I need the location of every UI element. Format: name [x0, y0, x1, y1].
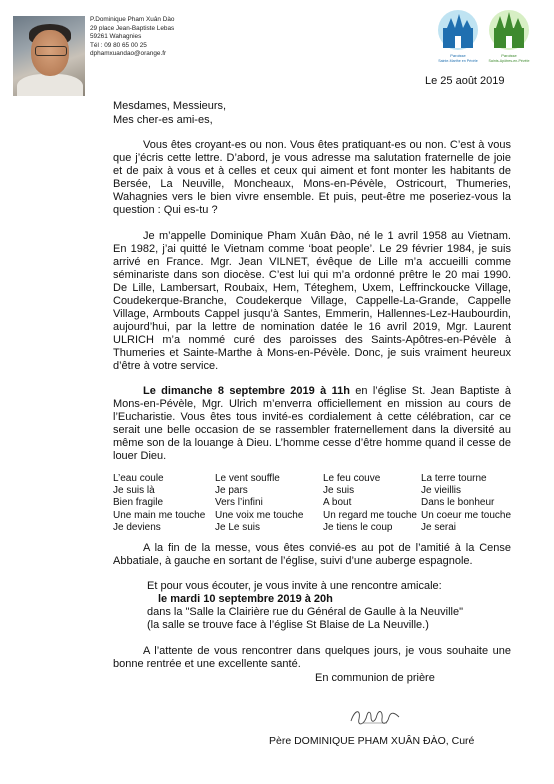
parish-logo-saints-apotres	[483, 6, 535, 66]
sender-block	[90, 16, 174, 59]
paragraph-reception-text: A la fin de la messe, vous êtes convié-es au pot de l’amitié à la Cense Abbatiale, à gauche en sortant de l’église, suivi d’une auberge espagnole.	[113, 542, 511, 567]
poem-line: Je deviens	[113, 521, 161, 533]
signature-name: Père DOMINIQUE PHAM XUÂN ĐÀO, Curé	[269, 735, 475, 747]
paragraph-reception	[113, 542, 511, 568]
meeting-date: le mardi 10 septembre 2019 à 20h	[158, 593, 333, 605]
poem-line: Je vieillis	[421, 485, 462, 497]
paragraph-intro-text: Vous êtes croyant-es ou non. Vous êtes pratiquant-es ou non. C’est à vous que j’écris cette lettre. D’abord, je vous adresse ma salutation fraternelle de joie et de paix à vous et à celles et ceux qui aiment et font monter les habitants de Bersée, La Neuville, Moncheaux, Mons-en-Pévèle, Ostricourt, Thumeries, Wahagnies vers le bien vivre ensemble. Et puis, peut-être me poseriez-vous la question : Qui es-tu ?	[113, 139, 511, 216]
poem-line: L’eau coule	[113, 473, 164, 484]
poem-line: Le vent souffle	[215, 473, 280, 484]
closing-formula: En communion de prière	[315, 672, 435, 684]
paragraph-closing	[113, 645, 511, 671]
paragraph-intro	[113, 139, 511, 217]
mass-date: Le dimanche 8 septembre 2019 à 11h	[143, 385, 350, 397]
svg-text:Paroisse: Paroisse	[501, 53, 517, 58]
meeting-intro: Et pour vous écouter, je vous invite à une rencontre amicale:	[147, 580, 442, 592]
handwritten-signature	[347, 703, 403, 731]
paragraph-biography	[113, 230, 511, 373]
poem-line: Je tiens le coup	[323, 521, 393, 533]
sender-address-1: 29 place Jean-Baptiste Lebas	[90, 24, 175, 32]
poem-line: Je pars	[215, 485, 248, 497]
salutation-line-2: Mes cher-es ami-es,	[113, 113, 213, 126]
svg-text:Sainte-Marthe en Pévèle: Sainte-Marthe en Pévèle	[438, 59, 478, 63]
poem-line: Je suis là	[113, 485, 155, 497]
mass-details: en l’église St. Jean Baptiste à Mons-en-Pévèle, Mgr. Ulrich m’enverra officiellement en mission au cours de l’Eucharistie. Vous êtes tous invité-es cordialement à cette célébration, car ce serait une belle occasion de se rassembler fraternellement dans la diversité au même son de la louange à Dieu. L’homme cesse d’être homme quand il cesse de louer Dieu.	[113, 385, 511, 462]
poem-line: Je Le suis	[215, 521, 261, 533]
meeting-place: dans la "Salle la Clairière rue du Général de Gaulle à la Neuville"	[147, 606, 463, 618]
paragraph-closing-text: A l’attente de vous rencontrer dans quelques jours, je vous souhaite une bonne rentrée et une excellente santé.	[113, 645, 511, 670]
poem	[113, 473, 533, 534]
sender-email: dphamxuandao@orange.fr	[90, 50, 167, 58]
parish-logo-sainte-marthe	[433, 6, 483, 66]
sender-phone: Tél : 09 80 65 00 25	[90, 41, 147, 49]
poem-line: Une voix me touche	[215, 509, 304, 521]
poem-line: Un regard me touche	[323, 509, 417, 521]
poem-line: Je suis	[323, 485, 355, 497]
poem-line: Une main me touche	[113, 509, 206, 521]
author-photo	[13, 16, 85, 96]
salutation-line-1: Mesdames, Messieurs,	[113, 100, 227, 112]
sender-address-2: 59261 Wahagnies	[90, 33, 142, 41]
meeting-note: (la salle se trouve face à l’église St Blaise de La Neuville.)	[147, 619, 429, 631]
poem-line: Le feu couve	[323, 473, 381, 484]
salutation	[113, 100, 226, 127]
poem-line: Vers l’infini	[215, 497, 263, 509]
svg-text:Paroisse: Paroisse	[450, 53, 466, 58]
poem-line: A bout	[323, 497, 352, 509]
poem-line: Dans le bonheur	[421, 497, 495, 509]
letter-date: Le 25 août 2019	[425, 75, 505, 87]
paragraph-mass-invitation	[113, 385, 511, 463]
poem-line: Un coeur me touche	[421, 509, 512, 521]
poem-line: La terre tourne	[421, 473, 487, 484]
paragraph-biography-text: Je m’appelle Dominique Pham Xuân Đào, né le 1 avril 1958 au Vietnam. En 1982, j’ai quitté le Vietnam comme ‘boat people’. Le 29 février 1984, je suis arrivé en France. Mgr. Jean VILNET, évêque de Lille m’a accueilli comme séminariste dans son diocèse. C’est lui qui m’a ordonné prêtre le 20 mai 1990. De Lille, Lambersart, Roubaix, Hem, Téteghem, Uxem, Leffrinckoucke Village, Coudekerque-Branche, Coudekerque Village, Cappelle-La-Grande, Cappelle Village, Armbouts Cappel jusqu’à Santes, Emmerin, Hallennes-Lez-Haubourdin, aujourd’hui, par la lettre de nomination datée le 16 avril 2019, Mgr. Laurent ULRICH m’a nommé curé des paroisses des Saints-Apôtres-en-Pévèle à Thumeries et Sainte-Marthe à Mons-en-Pévèle. Donc, je suis vraiment heureux d’être à votre service.	[113, 230, 511, 372]
poem-line: Bien fragile	[113, 497, 164, 509]
sender-name: P.Dominique Pham Xuân Dào	[90, 16, 175, 23]
svg-text:Saints-Apôtres-en-Pévèle: Saints-Apôtres-en-Pévèle	[488, 59, 530, 63]
poem-line: Je serai	[421, 521, 457, 533]
